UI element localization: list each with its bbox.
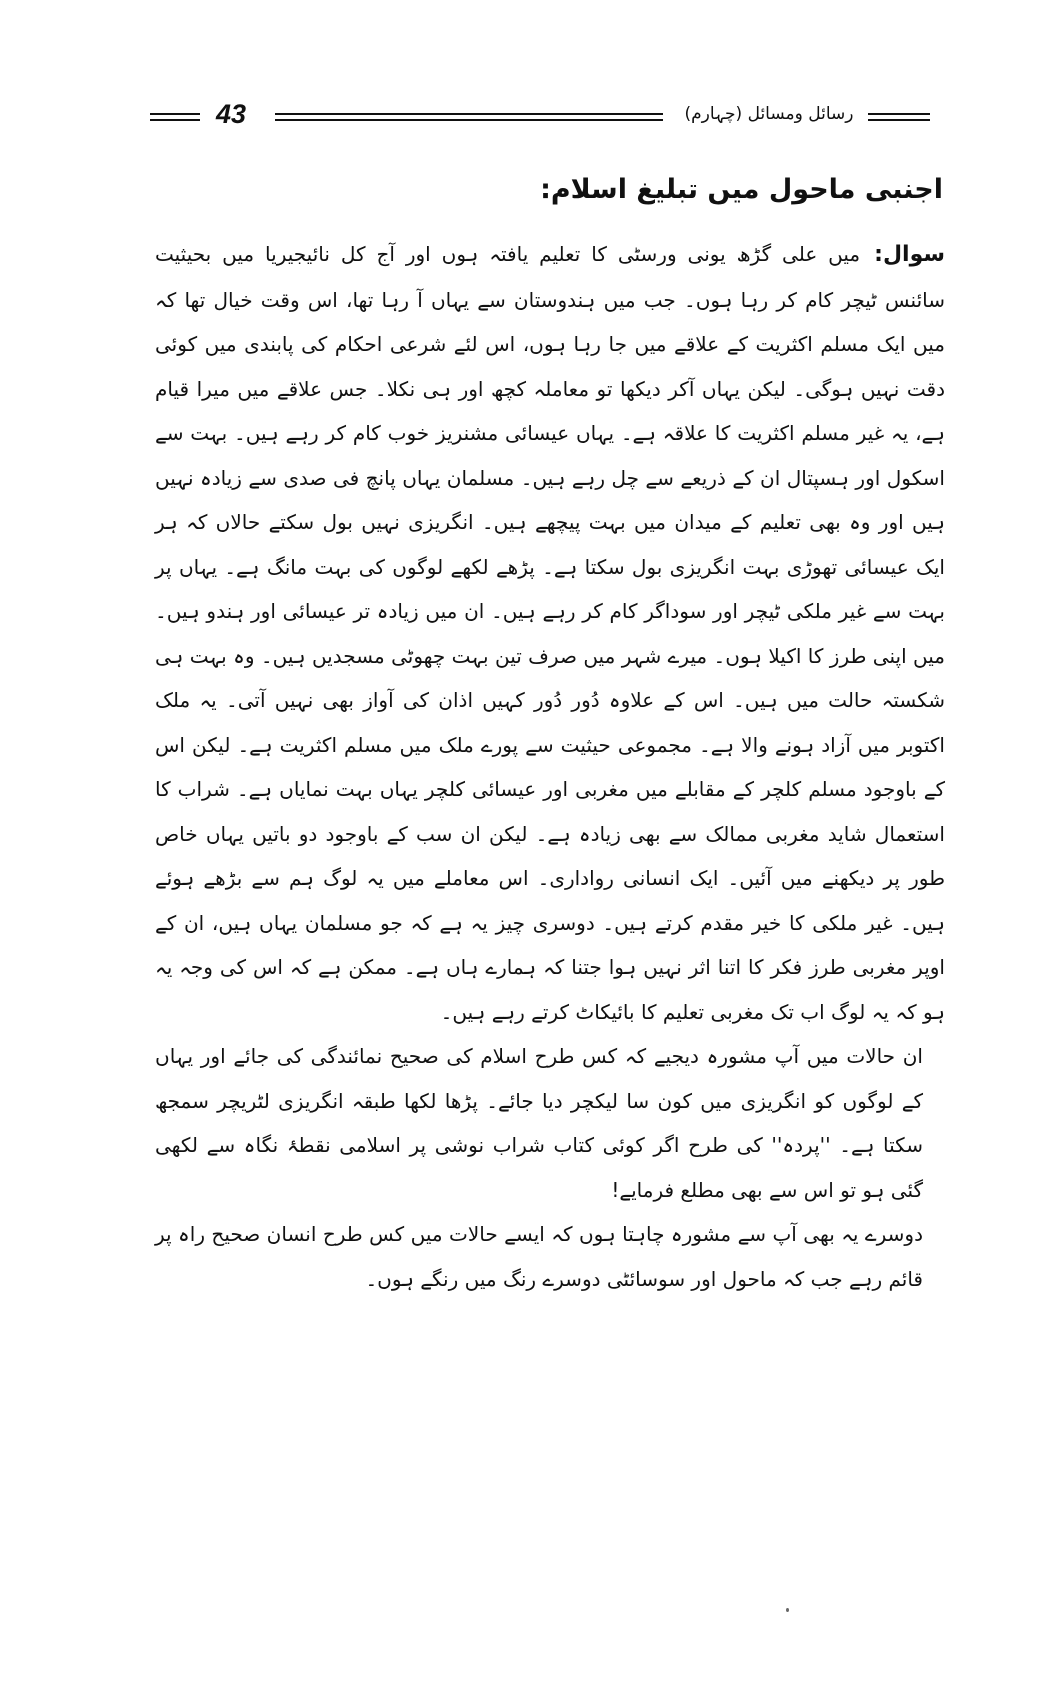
header-rule-right	[868, 113, 930, 121]
scan-speck	[786, 1608, 789, 1612]
question-text-1: میں علی گڑھ یونی ورسٹی کا تعلیم یافتہ ہوں اور آج کل نائیجیریا میں بحیثیت سائنس ٹیچر کام کر رہا ہوں۔ جب میں ہندوستان سے یہاں آ رہا تھا، اس وقت خیال تھا کہ میں ایک مسلم اکثریت کے علاقے میں جا رہا ہوں، اس لئے شرعی احکام کی پابندی میں کوئی دقت نہیں ہوگی۔ لیکن یہاں آکر دیکھا تو معاملہ کچھ اور ہی نکلا۔ جس علاقے میں میرا قیام ہے، یہ غیر مسلم اکثریت کا علاقہ ہے۔ یہاں عیسائی مشنریز خوب کام کر رہے ہیں۔ بہت سے اسکول اور ہسپتال ان کے ذریعے سے چل رہے ہیں۔ مسلمان یہاں پانچ فی صدی سے زیادہ نہیں ہیں اور وہ بھی تعلیم کے میدان میں بہت پیچھے ہیں۔ انگریزی نہیں بول سکتے حالاں کہ ہر ایک عیسائی تھوڑی بہت انگریزی بول سکتا ہے۔ پڑھے لکھے لوگوں کی بہت مانگ ہے۔ یہاں پر بہت سے غیر ملکی ٹیچر اور سوداگر کام کر رہے ہیں۔ ان میں زیادہ تر عیسائی اور ہندو ہیں۔ میں اپنی طرز کا اکیلا ہوں۔ میرے شہر میں صرف تین بہت چھوٹی مسجدیں ہیں۔ وہ بہت ہی شکستہ حالت میں ہیں۔ اس کے علاوہ دُور دُور کہیں اذان کی آواز بھی نہیں آتی۔ یہ ملک اکتوبر میں آزاد ہونے والا ہے۔ مجموعی حیثیت سے پورے ملک میں مسلم اکثریت ہے۔ لیکن اس کے باوجود مسلم کلچر کے مقابلے میں مغربی اور عیسائی کلچر یہاں بہت نمایاں ہے۔ شراب کا استعمال شاید مغربی ممالک سے بھی زیادہ ہے۔ لیکن ان سب کے باوجود دو باتیں یہاں خاص طور پر دیکھنے میں آئیں۔ ایک انسانی رواداری۔ اس معاملے میں یہ لوگ ہم سے بڑھے ہوئے ہیں۔ غیر ملکی کا خیر مقدم کرتے ہیں۔ دوسری چیز یہ ہے کہ جو مسلمان یہاں ہیں، ان کے اوپر مغربی طرز فکر کا اتنا اثر نہیں ہوا جتنا کہ ہمارے ہاں ہے۔ ممکن ہے کہ اس کی وجہ یہ ہو کہ یہ لوگ اب تک مغربی تعلیم کا بائیکاٹ کرتے رہے ہیں۔	[155, 242, 945, 1024]
question-paragraph-2: ان حالات میں آپ مشورہ دیجیے کہ کس طرح اسلام کی صحیح نمائندگی کی جائے اور یہاں کے لوگوں کو انگریزی میں کون سا لیکچر دیا جائے۔ پڑھا لکھا طبقہ انگریزی لٹریچر سمجھ سکتا ہے۔ ''پردہ'' کی طرح اگر کوئی کتاب شراب نوشی پر اسلامی نقطۂ نگاہ سے لکھی گئی ہو تو اس سے بھی مطلع فرمایے!	[155, 1044, 923, 1202]
header-rule-left	[150, 113, 200, 121]
running-title: رسائل ومسائل (چہارم)	[684, 104, 854, 124]
section-heading: اجنبی ماحول میں تبلیغ اسلام:	[540, 174, 943, 205]
question-label: سوال:	[874, 242, 945, 267]
header-rule-middle	[275, 113, 663, 121]
page-number: 43	[216, 99, 247, 129]
question-paragraph-1	[155, 232, 945, 1034]
page-header	[150, 96, 930, 136]
question-body	[155, 232, 945, 1301]
question-paragraph-3: دوسرے یہ بھی آپ سے مشورہ چاہتا ہوں کہ ایسے حالات میں کس طرح انسان صحیح راہ پر قائم رہے جب کہ ماحول اور سوسائٹی دوسرے رنگ میں رنگے ہوں۔	[155, 1222, 923, 1291]
